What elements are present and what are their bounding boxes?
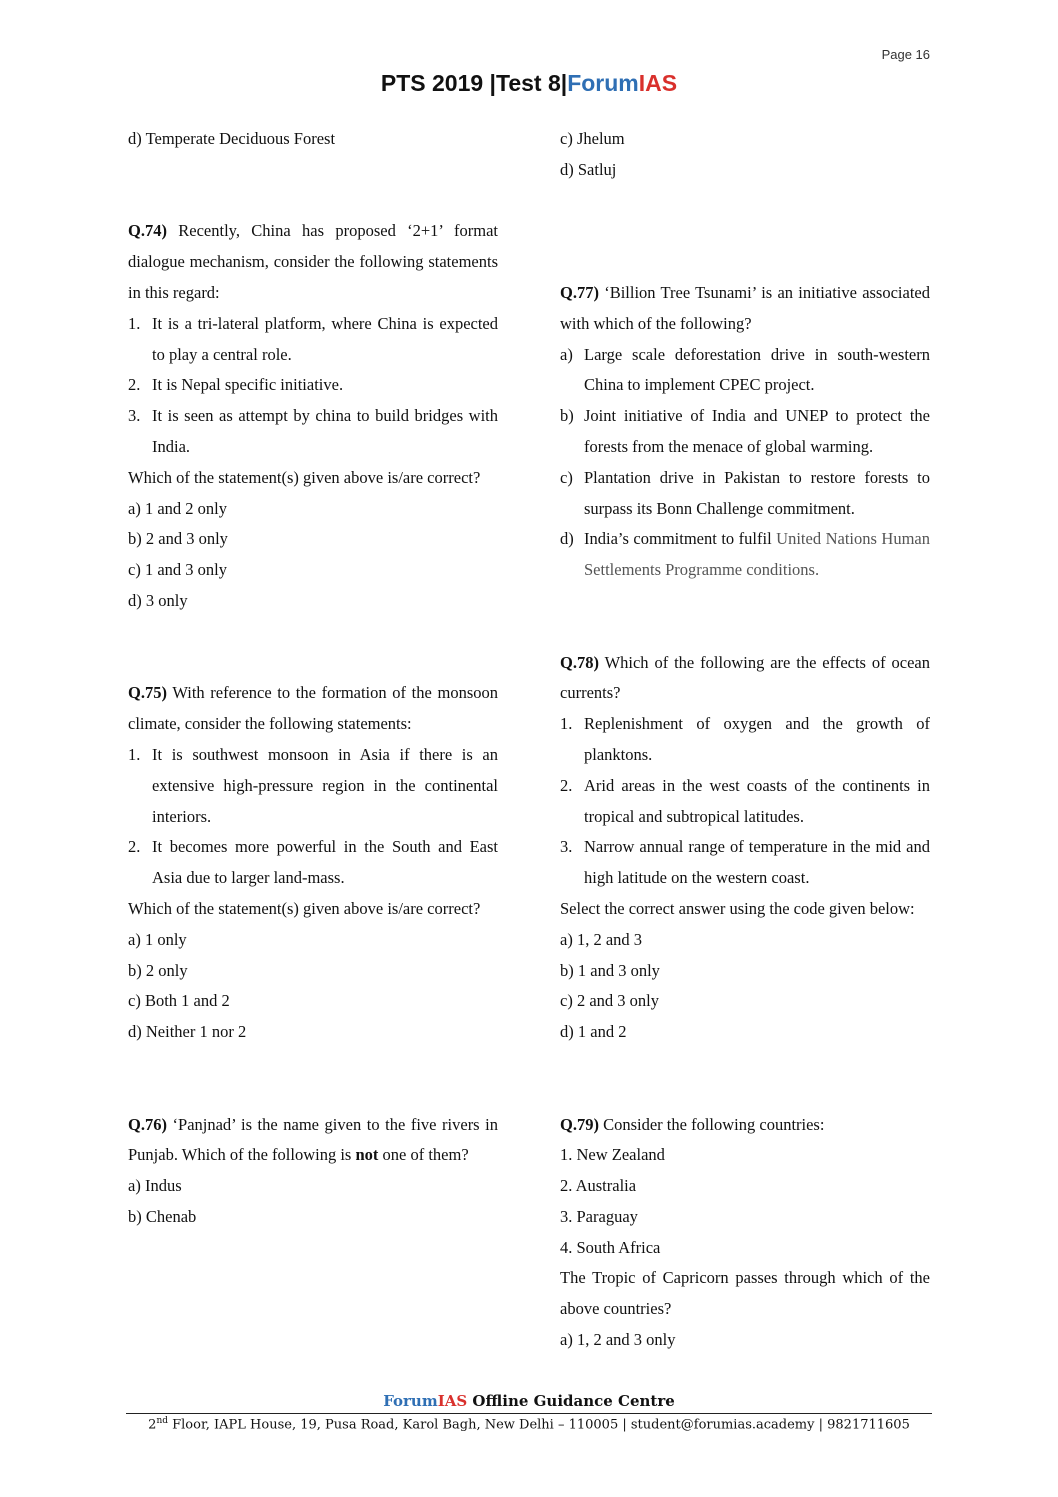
q76-emphasis: not [355, 1145, 379, 1165]
page-number: Page 16 [881, 47, 930, 62]
q74-statement: 2. It is Nepal specific initiative. [128, 375, 344, 395]
q74-option-c: c) 1 and 3 only [128, 560, 227, 580]
q75-statement: 2. It becomes more powerful in the South and East Asia due to larger land-mass. [128, 837, 498, 888]
right-column [560, 124, 930, 1356]
q78-option-b: b) 1 and 3 only [560, 960, 660, 980]
q75-option-a: a) 1 only [128, 929, 187, 949]
q74-stem [128, 216, 498, 308]
footer-title [0, 1392, 1058, 1410]
q79-country: 1. New Zealand [560, 1145, 665, 1165]
q75-stem-text: With reference to the formation of the monsoon climate, consider the following statements: [128, 683, 498, 734]
q77-stem [560, 278, 930, 340]
q75-question: Which of the statement(s) given above is/are correct? [128, 898, 481, 918]
brand-ias: IAS [638, 70, 678, 96]
q79-question: The Tropic of Capricorn passes through which of the above countries? [560, 1268, 930, 1319]
question-75 [128, 678, 498, 1048]
footer-brand-ias: IAS [437, 1392, 468, 1410]
q79-stem-text: Consider the following countries: [598, 1114, 825, 1134]
q78-question: Select the correct answer using the code given below: [560, 898, 915, 918]
q78-stem-text: Which of the following are the effects of ocean currents? [560, 652, 930, 703]
q74-option-b: b) 2 and 3 only [128, 529, 228, 549]
q76-option-c: c) Jhelum [560, 129, 625, 148]
q75-number: Q.75) [128, 683, 167, 703]
question-77 [560, 278, 930, 586]
q76-number: Q.76) [128, 1114, 167, 1134]
q74-statement: 3. It is seen as attempt by china to build bridges with India. [128, 406, 498, 456]
q74-number: Q.74) [128, 221, 167, 241]
q77-option-b: b) Joint initiative of India and UNEP to protect the forests from the menace of global warming. [560, 406, 930, 456]
q75-stem [128, 678, 498, 740]
q79-number: Q.79) [560, 1114, 599, 1134]
q78-option-d: d) 1 and 2 [560, 1022, 627, 1042]
q74-statement: 1. It is a tri-lateral platform, where China is expected to play a central role. [128, 313, 498, 364]
q73-option-d: d) Temperate Deciduous Forest [128, 129, 336, 148]
q78-statement: 3. Narrow annual range of temperature in the mid and high latitude on the western coast. [560, 837, 930, 888]
footer-address: 2nd Floor, IAPL House, 19, Pusa Road, Karol Bagh, New Delhi – 110005 | student@forumias.academy | 9821711605 [148, 1416, 910, 1433]
q75-option-b: b) 2 only [128, 960, 188, 980]
q79-option-a: a) 1, 2 and 3 only [560, 1330, 676, 1350]
q79-country: 2. Australia [560, 1176, 637, 1196]
q74-option-d: d) 3 only [128, 590, 188, 610]
q76-option-b: b) Chenab [128, 1206, 197, 1226]
left-column [128, 124, 498, 1233]
footer-divider [126, 1413, 932, 1414]
q78-option-c: c) 2 and 3 only [560, 991, 659, 1011]
q78-statement: 2. Arid areas in the west coasts of the continents in tropical and subtropical latitudes. [560, 775, 930, 826]
brand-forum: Forum [567, 70, 639, 96]
q77-option-a: a) Large scale deforestation drive in south-western China to implement CPEC project. [560, 344, 930, 395]
q78-statement: 1. Replenishment of oxygen and the growth of planktons. [560, 714, 930, 764]
q77-stem-text: ‘Billion Tree Tsunami’ is an initiative associated with which of the following? [560, 282, 930, 333]
q75-option-d: d) Neither 1 nor 2 [128, 1022, 247, 1042]
question-74 [128, 216, 498, 616]
document-title [0, 70, 1058, 97]
footer-brand-forum: Forum [383, 1392, 438, 1410]
q79-country: 4. South Africa [560, 1237, 661, 1257]
q76-option-a: a) Indus [128, 1176, 182, 1196]
q75-statement: 1. It is southwest monsoon in Asia if there is an extensive high-pressure region in the continental interiors. [128, 744, 498, 826]
q77-option-c: c) Plantation drive in Pakistan to restore forests to surpass its Bonn Challenge commitment. [560, 467, 930, 518]
q74-stem-text: Recently, China has proposed ‘2+1’ format dialogue mechanism, consider the following statements in this regard: [128, 221, 498, 302]
q78-number: Q.78) [560, 652, 599, 672]
q77-number: Q.77) [560, 282, 599, 302]
q79-stem [560, 1110, 930, 1141]
question-79 [560, 1110, 930, 1356]
title-prefix: PTS 2019 |Test 8| [380, 70, 568, 96]
question-78 [560, 648, 930, 1048]
q78-option-a: a) 1, 2 and 3 [560, 929, 643, 949]
q76-option-d: d) Satluj [560, 159, 617, 179]
footer-centre: Offline Guidance Centre [467, 1392, 675, 1410]
q77-option-d: d) India’s commitment to fulfil United Nations Human Settlements Programme conditions. [560, 529, 930, 580]
q79-country: 3. Paraguay [560, 1206, 638, 1226]
q76-stem: Q.76) ‘Panjnad’ is the name given to the five rivers in Punjab. Which of the following is not one of them? [128, 1114, 498, 1165]
question-76 [128, 1110, 498, 1233]
q74-option-a: a) 1 and 2 only [128, 498, 227, 518]
q74-question: Which of the statement(s) given above is/are correct? [128, 467, 481, 487]
q78-stem [560, 648, 930, 710]
q75-option-c: c) Both 1 and 2 [128, 991, 230, 1011]
